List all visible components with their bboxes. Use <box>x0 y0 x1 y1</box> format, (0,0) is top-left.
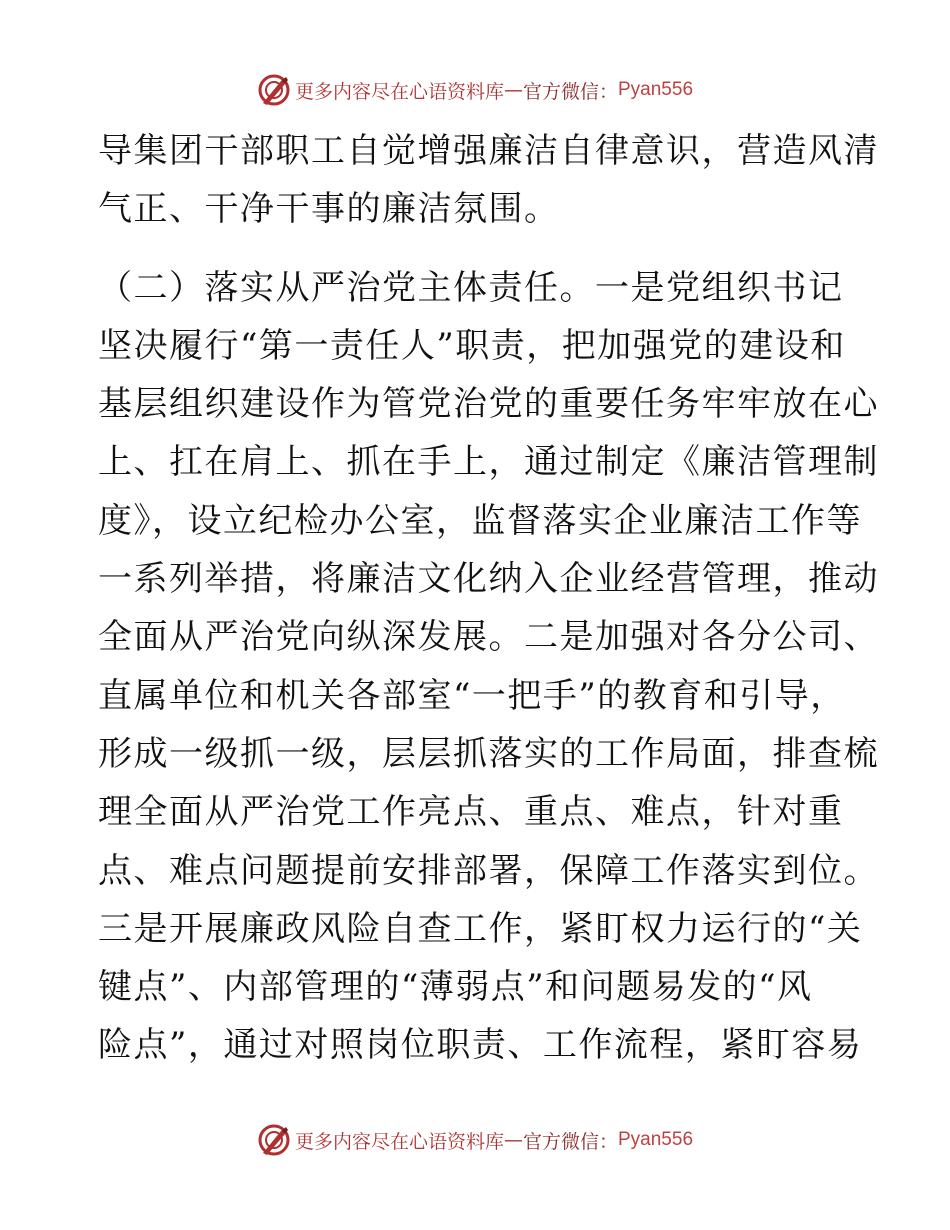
paragraph-2 <box>98 259 879 1075</box>
pen-logo-icon <box>257 73 291 107</box>
text-line: 上、扛在肩上、抓在手上，通过制定《廉洁管理制 <box>98 442 879 483</box>
text-line: 直属单位和机关各部室“一把手”的教育和引导， <box>98 675 846 716</box>
watermark-account: Pyan556 <box>618 79 694 100</box>
text-line: 气正、干净干事的廉洁氛围。 <box>98 189 560 230</box>
pen-logo-icon <box>257 1123 291 1157</box>
watermark-brand: 更多内容尽在心语资料库 <box>294 1130 504 1153</box>
text-line: 三是开展廉政风险自查工作，紧盯权力运行的“关 <box>98 908 863 949</box>
document-body <box>98 122 879 1075</box>
watermark-wechat-label: 官方微信： <box>522 80 618 103</box>
paragraph-1 <box>98 122 879 239</box>
footer-watermark <box>0 1120 950 1160</box>
text-line: 导集团干部职工自觉增强廉洁自律意识，营造风清 <box>98 131 879 171</box>
text-line: （二）落实从严治党主体责任。一是党组织书记 <box>98 267 844 308</box>
watermark-wechat-label: 官方微信： <box>522 1130 618 1153</box>
text-line: 险点”，通过对照岗位职责、工作流程，紧盯容易 <box>98 1025 863 1066</box>
watermark-account: Pyan556 <box>618 1129 694 1150</box>
header-watermark <box>0 70 950 110</box>
text-line: 键点”、内部管理的“薄弱点”和问题易发的“风 <box>98 967 813 1008</box>
text-line: 一系列举措，将廉洁文化纳入企业经营管理，推动 <box>98 559 879 600</box>
watermark-brand: 更多内容尽在心语资料库 <box>294 80 504 103</box>
text-line: 坚决履行“第一责任人”职责，把加强党的建设和 <box>98 325 846 366</box>
text-line: 点、难点问题提前安排部署，保障工作落实到位。 <box>98 850 879 891</box>
text-line: 理全面从严治党工作亮点、重点、难点，针对重 <box>98 792 844 833</box>
text-line: 基层组织建设作为管党治党的重要任务牢牢放在心 <box>98 384 879 425</box>
text-line: 全面从严治党向纵深发展。二是加强对各分公司、 <box>98 617 879 658</box>
text-line: 度》，设立纪检办公室，监督落实企业廉洁工作等 <box>98 500 862 541</box>
watermark-separator: — <box>503 1129 523 1151</box>
text-line: 形成一级抓一级，层层抓落实的工作局面，排查梳 <box>98 733 879 774</box>
watermark-separator: — <box>503 79 523 101</box>
